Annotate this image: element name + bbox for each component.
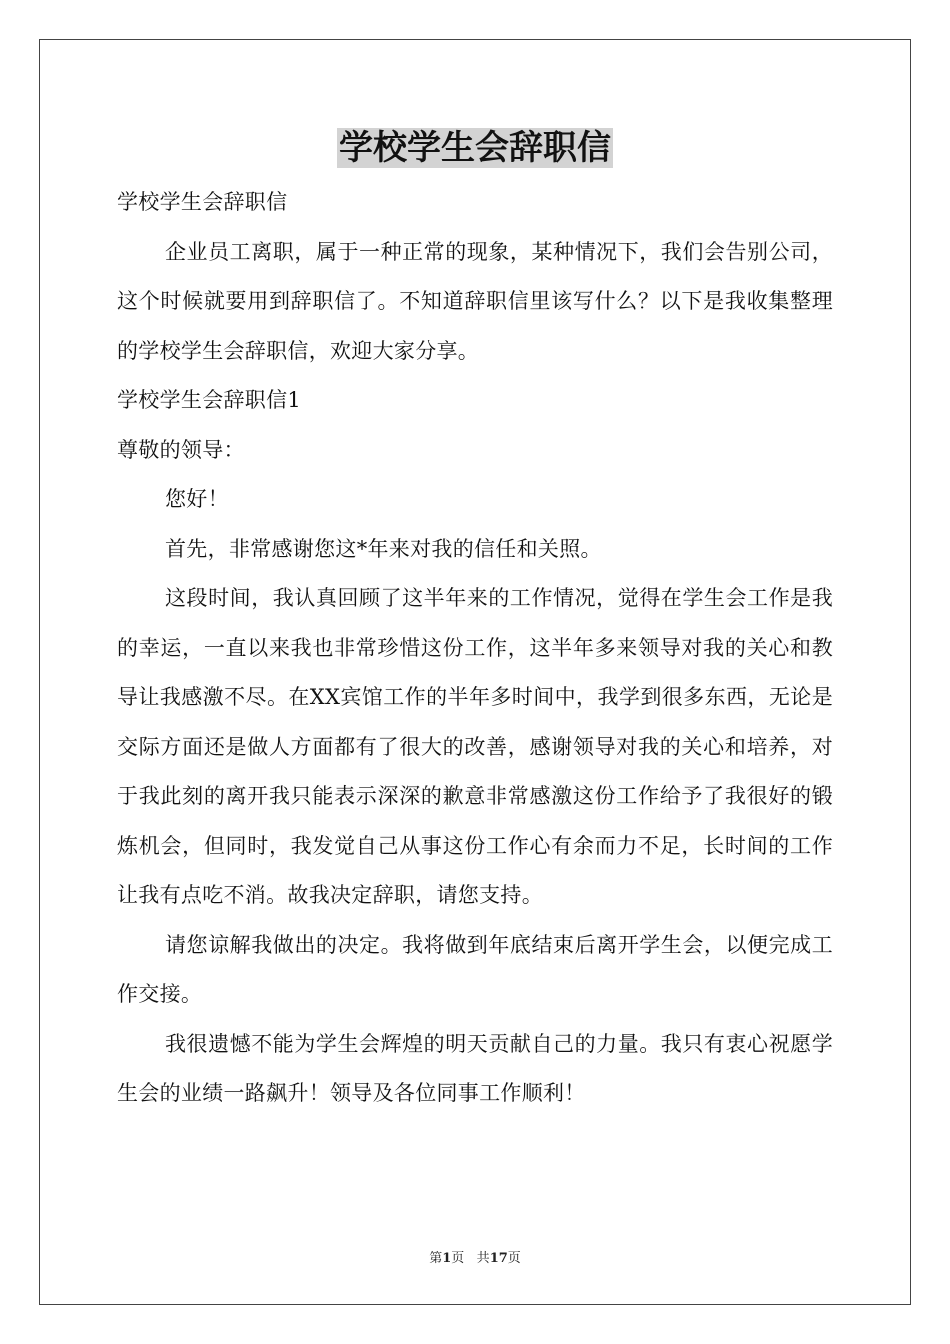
document-body	[117, 178, 833, 1119]
footer-total-pages: 17	[489, 1251, 508, 1266]
paragraph: 这段时间，我认真回顾了这半年来的工作情况，觉得在学生会工作是我的幸运，一直以来我也非常珍惜这份工作，这半年多来领导对我的关心和教导让我感激不尽。在XX宾馆工作的半年多时间中，我学到很多东西，无论是交际方面还是做人方面都有了很大的改善，感谢领导对我的关心和培养，对于我此刻的离开我只能表示深深的歉意非常感激这份工作给予了我很好的锻炼机会，但同时，我发觉自己从事这份工作心有余而力不足，长时间的工作让我有点吃不消。故我决定辞职，请您支持。	[117, 586, 833, 907]
footer-total-suffix: 页	[507, 1251, 521, 1266]
document-title-text: 学校学生会辞职信	[339, 128, 611, 168]
footer-page-number: 1	[442, 1251, 452, 1266]
paragraph: 企业员工离职，属于一种正常的现象，某种情况下，我们会告别公司，这个时候就要用到辞职信了。不知道辞职信里该写什么？以下是我收集整理的学校学生会辞职信，欢迎大家分享。	[117, 239, 833, 363]
paragraph: 学校学生会辞职信1	[117, 388, 302, 412]
paragraph: 尊敬的领导：	[117, 437, 245, 462]
paragraph: 您好！	[165, 487, 229, 511]
paragraph: 学校学生会辞职信	[117, 190, 288, 214]
paragraph: 请您谅解我做出的决定。我将做到年底结束后离开学生会，以便完成工作交接。	[117, 932, 833, 1006]
footer-total-prefix: 共	[476, 1251, 490, 1266]
paragraph: 我很遗憾不能为学生会辉煌的明天贡献自己的力量。我只有衷心祝愿学生会的业绩一路飙升！领导及各位同事工作顺利！	[117, 1031, 833, 1105]
page-footer	[0, 1247, 950, 1266]
document-title	[0, 126, 950, 170]
footer-page-suffix: 页	[451, 1251, 465, 1266]
footer-page-prefix: 第	[429, 1251, 443, 1266]
paragraph: 首先，非常感谢您这*年来对我的信任和关照。	[165, 536, 602, 561]
